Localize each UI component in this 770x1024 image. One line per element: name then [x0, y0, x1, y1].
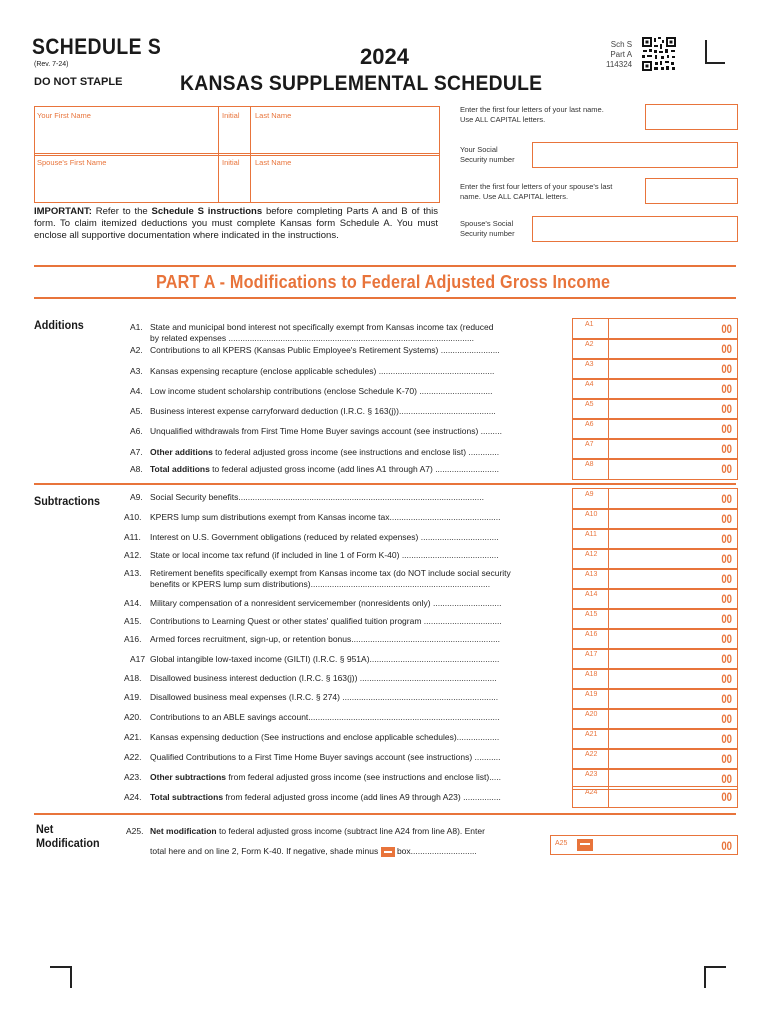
line-number: A2.	[130, 345, 143, 355]
line-text: Global intangible low-taxed income (GILTI) (I.R.C. § 951A).......................................................	[150, 654, 500, 664]
line-number: A25.	[126, 826, 144, 836]
line-box-label: A15	[585, 611, 598, 618]
line-amount-box[interactable]	[572, 786, 738, 808]
line-number: A23.	[124, 772, 142, 782]
divider	[34, 297, 736, 299]
line-description	[150, 426, 570, 436]
line-text: Disallowed business interest deduction (I.R.C. § 163(j)) ..........................................................	[150, 673, 497, 683]
line-text: Qualified Contributions to a First Time Home Buyer savings account (see instructions) ...........	[150, 752, 501, 762]
line-description	[150, 512, 570, 522]
form-title: SCHEDULE S	[32, 34, 162, 59]
cents-label: 00	[720, 402, 732, 416]
qr-code-icon	[641, 36, 677, 72]
line-text: Contributions to all KPERS (Kansas Public Employee's Retirement Systems) .........................	[150, 345, 500, 355]
line-box-label: A18	[585, 671, 598, 678]
net-modification-heading	[36, 822, 100, 850]
instructions-name: Schedule S instructions	[151, 206, 263, 217]
cents-label: 00	[720, 772, 732, 786]
line-description	[150, 616, 570, 626]
line-text: total here and on line 2, Form K-40. If negative, shade minus	[150, 846, 379, 856]
line-box-label: A20	[585, 711, 598, 718]
line-number: A9.	[130, 492, 143, 502]
line-amount-box[interactable]	[572, 748, 738, 770]
line-box-label: A23	[585, 771, 598, 778]
line-box-label: A5	[585, 401, 594, 408]
line-box-label: A17	[585, 651, 598, 658]
line-a25-amount[interactable]	[597, 837, 717, 853]
line-description	[150, 345, 570, 355]
spouse-initial-label: Initial	[222, 158, 240, 167]
line-amount-box[interactable]	[572, 438, 738, 460]
line-amount-box[interactable]	[572, 588, 738, 610]
line-box-label: A4	[585, 381, 594, 388]
cents-label: 00	[720, 652, 732, 666]
schedule-id-line: 114324	[606, 60, 633, 69]
line-amount-box[interactable]	[572, 488, 738, 510]
line-amount-box[interactable]	[572, 608, 738, 630]
line-description-cont: by related expenses ........................................................................................................	[150, 333, 475, 343]
line-bold-text: Net modification	[150, 826, 217, 836]
cents-label: 00	[720, 592, 732, 606]
cents-label: 00	[720, 532, 732, 546]
line-text: to federal adjusted gross income (see instructions and enclose list) .............	[212, 447, 500, 457]
line-text: Contributions to Learning Quest or other states' qualified tuition program .................................	[150, 616, 502, 626]
line-box-label: A19	[585, 691, 598, 698]
cents-label: 00	[720, 632, 732, 646]
line-description	[150, 366, 570, 376]
line-text: Low income student scholarship contributions (enclose Schedule K-70) ...............................	[150, 386, 493, 396]
line-amount-box[interactable]	[572, 338, 738, 360]
cents-label: 00	[720, 672, 732, 686]
line-box-label: A13	[585, 571, 598, 578]
line-text: Business interest expense carryforward deduction (I.R.C. § 163(j)).........................................	[150, 406, 496, 416]
line-amount-box[interactable]	[572, 458, 738, 480]
line-text: Social Security benefits........................................................................................................	[150, 492, 484, 502]
line-bold-text: Other additions	[150, 447, 213, 457]
schedule-id-line: Part A	[610, 50, 633, 59]
cents-label: 00	[720, 342, 732, 356]
line-box-label: A1	[585, 321, 594, 328]
line-amount-box[interactable]	[572, 708, 738, 730]
line-number: A12.	[124, 550, 142, 560]
cents-label: 00	[720, 422, 732, 436]
line-box-label: A12	[585, 551, 598, 558]
cents-label: 00	[720, 790, 732, 804]
minus-box[interactable]	[577, 839, 593, 851]
line-text: Kansas expensing deduction (See instructions and enclose applicable schedules)..................	[150, 732, 500, 742]
line-box-label: A24	[585, 789, 598, 796]
line-description	[150, 732, 570, 742]
line-box-label: A16	[585, 631, 598, 638]
cents-label: 00	[720, 692, 732, 706]
first-name-label: Your First Name	[37, 111, 91, 120]
line-description	[150, 447, 570, 457]
line-box-label: A25	[555, 840, 568, 847]
line-amount-box[interactable]	[572, 548, 738, 570]
divider	[34, 813, 736, 815]
last-name-label: Last Name	[255, 111, 292, 120]
line-number: A20.	[124, 712, 142, 722]
spouse-first-name-label: Spouse's First Name	[37, 158, 107, 167]
cents-label: 00	[720, 612, 732, 626]
spouse-last4-input[interactable]	[645, 178, 738, 204]
important-text: Refer to the	[91, 206, 152, 217]
line-text: to federal adjusted gross income (subtract line A24 from line A8). Enter	[216, 826, 485, 836]
revision: (Rev. 7-24)	[34, 61, 69, 68]
cents-label: 00	[720, 572, 732, 586]
line-amount-box[interactable]	[572, 508, 738, 530]
line-description	[150, 464, 570, 474]
spouse-first-name-field[interactable]	[36, 165, 216, 199]
line-description	[150, 406, 570, 416]
line-number: A7.	[130, 447, 143, 457]
spouse-ssn-input[interactable]	[532, 216, 738, 242]
line-description	[150, 654, 570, 664]
divider	[34, 265, 736, 267]
line-description	[150, 712, 570, 722]
line-amount-box[interactable]	[572, 528, 738, 550]
line-box-label: A7	[585, 441, 594, 448]
minus-sign-icon	[381, 847, 395, 857]
cents-label: 00	[720, 462, 732, 476]
line-text: to federal adjusted gross income (add lines A1 through A7) ...........................	[209, 464, 499, 474]
line-text: Interest on U.S. Government obligations (reduced by related expenses) .................................	[150, 532, 499, 542]
line-amount-box[interactable]	[572, 318, 738, 340]
line-box-label: A22	[585, 751, 598, 758]
line-amount-box[interactable]	[572, 688, 738, 710]
spouse-last4-instruction: Enter the first four letters of your spouse's last name. Use ALL CAPITAL letters.	[460, 182, 613, 201]
line-number: A18.	[124, 673, 142, 683]
line-number: A4.	[130, 386, 143, 396]
cents-label: 00	[720, 839, 732, 853]
registration-mark	[704, 966, 726, 988]
line-text: State or local income tax refund (if included in line 1 of Form K-40) .........................................	[150, 550, 499, 560]
line-description-cont: benefits or KPERS lump sum distributions)............................................................................	[150, 579, 491, 589]
line-description	[150, 550, 570, 560]
line-description	[150, 634, 570, 644]
important-lead: IMPORTANT:	[34, 206, 92, 217]
line-number: A13.	[124, 568, 142, 578]
modification-label: Modification	[36, 836, 100, 850]
line-amount-box[interactable]	[572, 728, 738, 750]
line-number: A10.	[124, 512, 142, 522]
line-number: A14.	[124, 598, 142, 608]
spouse-initial-field[interactable]	[219, 165, 247, 199]
line-bold-text: Other subtractions	[150, 772, 227, 782]
line-text: Contributions to an ABLE savings account.................................................................................	[150, 712, 500, 722]
line-description	[150, 322, 570, 332]
spouse-last-name-field[interactable]	[251, 165, 435, 199]
cents-label: 00	[720, 712, 732, 726]
line-text: Kansas expensing recapture (enclose applicable schedules) .................................................	[150, 366, 495, 376]
tax-year: 2024	[360, 44, 409, 69]
initial-field[interactable]	[219, 118, 247, 152]
line-text: Military compensation of a nonresident servicemember (nonresidents only) .............................	[150, 598, 502, 608]
line-number: A3.	[130, 366, 143, 376]
cents-label: 00	[720, 752, 732, 766]
net-label: Net	[36, 822, 54, 836]
cents-label: 00	[720, 362, 732, 376]
cents-label: 00	[720, 732, 732, 746]
line-box-label: A9	[585, 491, 594, 498]
line-number: A5.	[130, 406, 143, 416]
line-text: Disallowed business meal expenses (I.R.C. § 274) ..................................................................	[150, 692, 499, 702]
cents-label: 00	[720, 382, 732, 396]
line-number: A22.	[124, 752, 142, 762]
line-description	[150, 386, 570, 396]
last4-instruction: Enter the first four letters of your last name. Use ALL CAPITAL letters.	[460, 105, 604, 124]
form-subtitle: KANSAS SUPPLEMENTAL SCHEDULE	[180, 72, 543, 95]
line-text: Retirement benefits specifically exempt from Kansas income tax (do NOT include social security	[150, 568, 511, 578]
line-text: from federal adjusted gross income (add lines A9 through A23) ................	[223, 792, 501, 802]
first-name-field[interactable]	[36, 118, 216, 152]
cents-label: 00	[720, 492, 732, 506]
spouse-ssn-label: Spouse's Social Security number	[460, 219, 515, 238]
line-a25-box	[550, 835, 738, 855]
line-number: A17	[130, 654, 146, 664]
registration-mark	[50, 966, 72, 988]
line-amount-box[interactable]	[572, 418, 738, 440]
line-bold-text: Total additions	[150, 464, 210, 474]
important-note	[34, 206, 438, 242]
line-description	[150, 826, 570, 836]
part-a-title: PART A - Modifications to Federal Adjusted Gross Income	[156, 272, 611, 292]
line-description	[150, 598, 570, 608]
line-box-label: A21	[585, 731, 598, 738]
line-box-label: A11	[585, 531, 597, 538]
line-box-label: A10	[585, 511, 598, 518]
line-amount-box[interactable]	[572, 568, 738, 590]
line-description	[150, 772, 570, 782]
initial-label: Initial	[222, 111, 240, 120]
line-text: KPERS lump sum distributions exempt from Kansas income tax...............................................	[150, 512, 501, 522]
last-name-field[interactable]	[251, 118, 435, 152]
line-number: A24.	[124, 792, 142, 802]
ssn-input[interactable]	[532, 142, 738, 168]
line-description	[150, 792, 570, 802]
line-amount-box[interactable]	[572, 628, 738, 650]
line-description	[150, 568, 570, 578]
line-text: Armed forces recruitment, sign-up, or retention bonus...............................................................	[150, 634, 501, 644]
line-box-label: A8	[585, 461, 594, 468]
line-description	[150, 532, 570, 542]
line-text: State and municipal bond interest not specifically exempt from Kansas income tax (reduced	[150, 322, 494, 332]
spouse-last-name-label: Last Name	[255, 158, 292, 167]
line-number: A1.	[130, 322, 143, 332]
line-number: A6.	[130, 426, 143, 436]
line-box-label: A2	[585, 341, 594, 348]
line-description	[150, 492, 570, 502]
last4-input[interactable]	[645, 104, 738, 130]
line-number: A19.	[124, 692, 142, 702]
do-not-staple: DO NOT STAPLE	[34, 76, 123, 88]
line-description-cont	[150, 846, 550, 857]
line-number: A8.	[130, 464, 143, 474]
line-amount-box[interactable]	[572, 398, 738, 420]
cents-label: 00	[720, 442, 732, 456]
line-text: from federal adjusted gross income (see instructions and enclose list).....	[226, 772, 502, 782]
line-amount-box[interactable]	[572, 378, 738, 400]
line-description	[150, 673, 570, 683]
line-number: A21.	[124, 732, 142, 742]
schedule-id-line: Sch S	[610, 40, 633, 49]
line-number: A15.	[124, 616, 142, 626]
subtractions-heading: Subtractions	[34, 494, 101, 508]
ssn-label: Your Social Security number	[460, 145, 515, 164]
line-number: A16.	[124, 634, 142, 644]
line-amount-box[interactable]	[572, 668, 738, 690]
line-text: box............................	[394, 846, 477, 856]
schedule-id	[606, 40, 632, 70]
line-description	[150, 692, 570, 702]
line-description	[150, 752, 570, 762]
line-box-label: A3	[585, 361, 594, 368]
line-text: Unqualified withdrawals from First Time Home Buyer savings account (see instructions) .........	[150, 426, 502, 436]
cents-label: 00	[720, 512, 732, 526]
line-amount-box[interactable]	[572, 648, 738, 670]
line-box-label: A14	[585, 591, 598, 598]
line-box-label: A6	[585, 421, 594, 428]
important-text: before completing Parts A and B of this form. To claim itemized deductions you must complete Kansas form Schedule A. You must enclose all supportive documentation where indicated in the instructions.	[34, 206, 438, 241]
registration-mark	[705, 40, 725, 64]
cents-label: 00	[720, 552, 732, 566]
line-number: A11.	[124, 532, 141, 542]
divider	[34, 483, 736, 485]
additions-heading: Additions	[34, 318, 84, 332]
cents-label: 00	[720, 322, 732, 336]
line-amount-box[interactable]	[572, 358, 738, 380]
line-bold-text: Total subtractions	[150, 792, 224, 802]
